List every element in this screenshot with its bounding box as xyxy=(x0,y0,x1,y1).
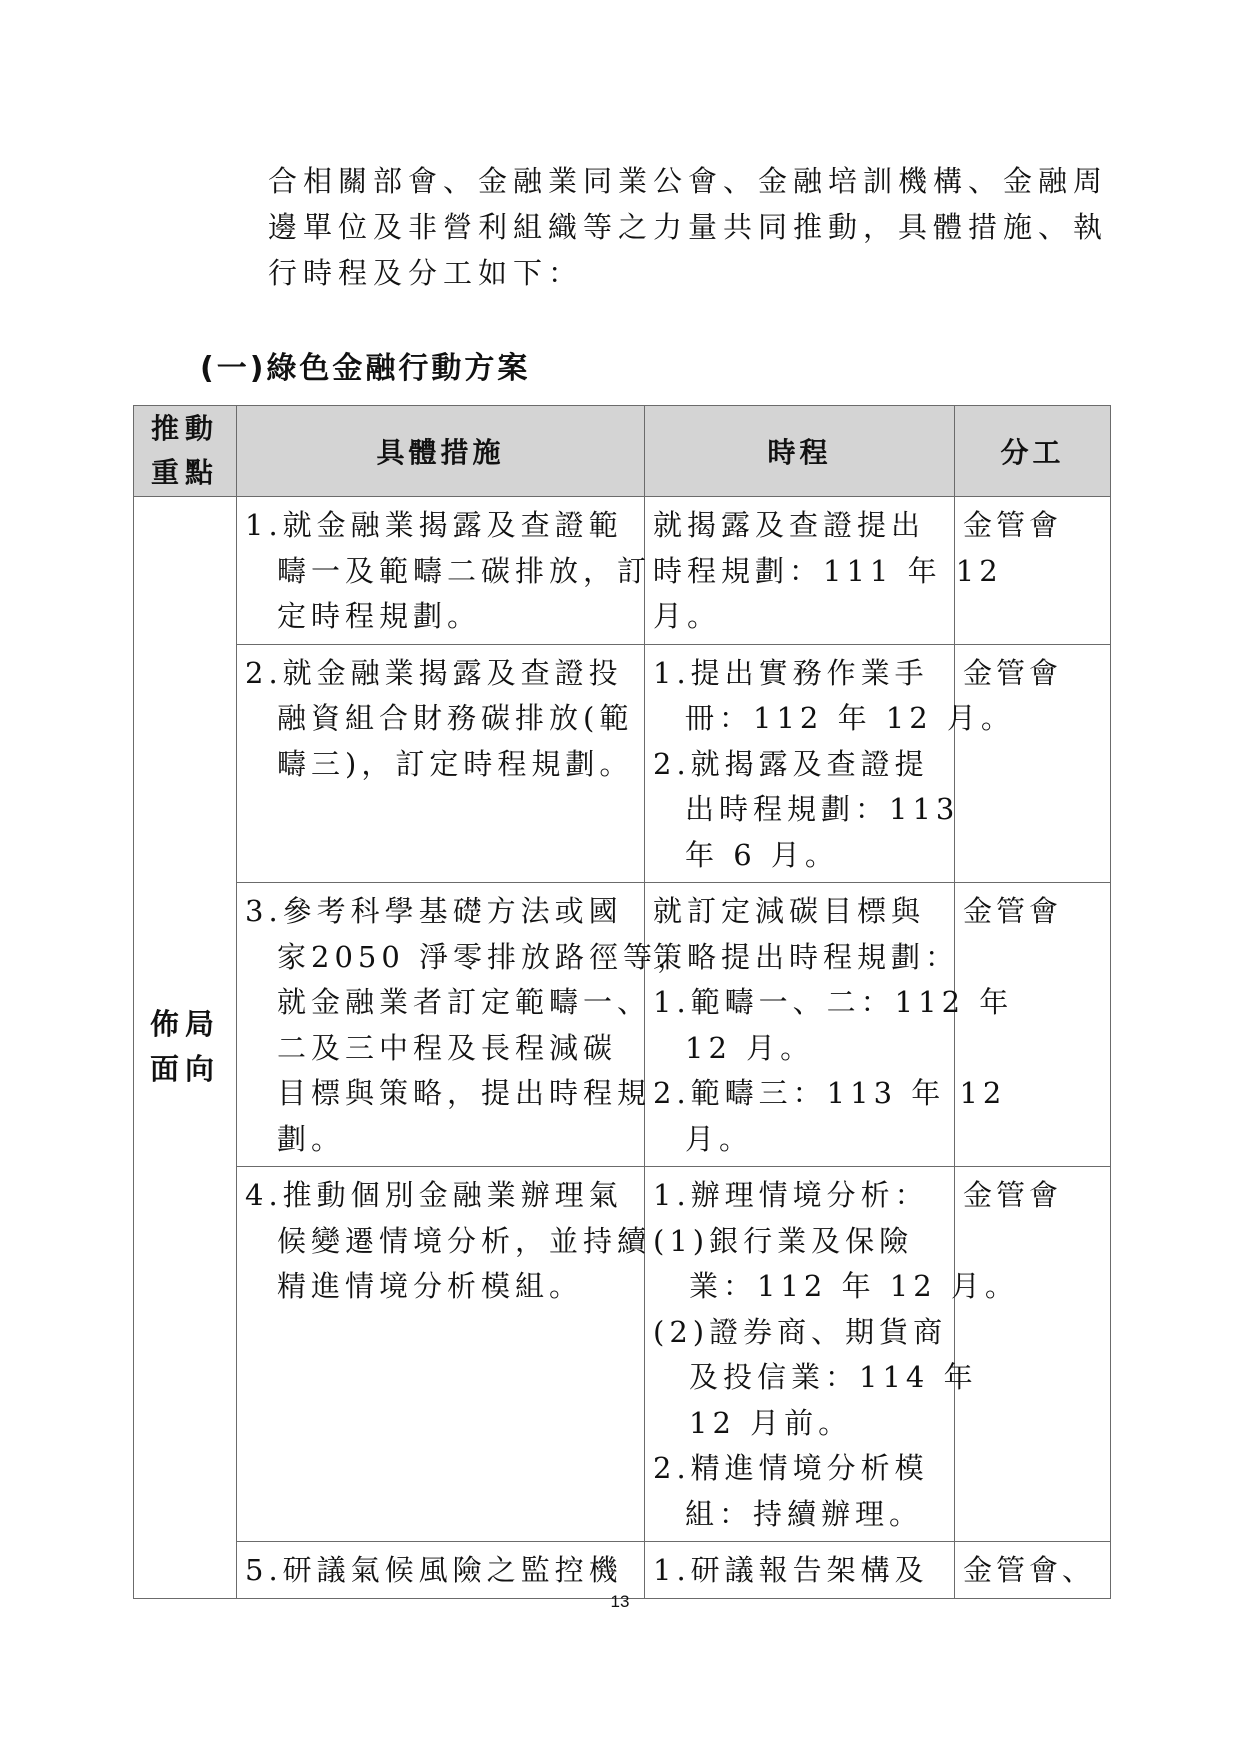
schedule-line: 12 月。 xyxy=(685,1030,815,1065)
schedule-line: 出時程規劃：113 xyxy=(685,792,960,826)
table-row xyxy=(134,644,1111,883)
division-text: 金管會、 xyxy=(963,1553,1096,1587)
schedule-line: (1)銀行業及保險 xyxy=(653,1223,914,1258)
header-focus-line: 重點 xyxy=(150,456,219,489)
schedule-line: 冊：112 年 12 月。 xyxy=(685,701,1015,735)
division-text: 金管會 xyxy=(963,655,1063,690)
measure-line: 精進情境分析模組。 xyxy=(277,1269,584,1303)
measure-line: 3.參考科學基礎方法或國 xyxy=(245,894,623,928)
intro-line: 合相關部會、金融業同業公會、金融培訓機構、金融周 xyxy=(268,164,1109,198)
division-cell xyxy=(955,1167,1111,1542)
intro-paragraph xyxy=(268,158,1109,296)
measure-line: 目標與策略，提出時程規 xyxy=(277,1076,652,1110)
schedule-cell xyxy=(645,497,1003,645)
action-plan-table xyxy=(133,405,1111,1599)
schedule-line: 2.就揭露及查證提 xyxy=(653,746,929,781)
schedule-cell xyxy=(645,1542,955,1599)
division-text: 金管會 xyxy=(963,894,1063,928)
schedule-line: 業：112 年 12 月。 xyxy=(689,1269,1019,1303)
measure-line: 疇三)，訂定時程規劃。 xyxy=(277,746,634,781)
table-row xyxy=(134,1167,1111,1542)
focus-line: 面向 xyxy=(149,1052,220,1087)
measure-line: 5.研議氣候風險之監控機 xyxy=(245,1553,623,1587)
section-title: (一)綠色金融行動方案 xyxy=(200,351,531,386)
schedule-line: (2)證券商、期貨商 xyxy=(653,1314,948,1349)
measure-line: 4.推動個別金融業辦理氣 xyxy=(245,1178,623,1212)
measure-cell xyxy=(237,644,645,883)
measure-cell xyxy=(237,1542,645,1599)
header-division: 分工 xyxy=(955,406,1111,497)
schedule-line: 12 月前。 xyxy=(689,1405,853,1440)
measure-cell xyxy=(237,497,652,645)
measure-line: 疇一及範疇二碳排放，訂 xyxy=(277,553,652,588)
measure-line: 候變遷情境分析，並持續 xyxy=(277,1223,652,1258)
measure-line: 就金融業者訂定範疇一、 xyxy=(277,985,652,1019)
measure-line: 二及三中程及長程減碳 xyxy=(277,1030,618,1065)
schedule-line: 1.辦理情境分析： xyxy=(653,1178,929,1212)
table-row xyxy=(134,1542,1111,1599)
page-number: 13 xyxy=(610,1592,630,1611)
measure-line: 融資組合財務碳排放(範 xyxy=(277,701,634,735)
schedule-line: 2.範疇三：113 年 12 xyxy=(653,1076,1007,1110)
schedule-line: 策略提出時程規劃： xyxy=(653,939,960,974)
schedule-line: 1.研議報告架構及 xyxy=(653,1553,929,1587)
measure-line: 家2050 淨零排放路徑等， xyxy=(277,939,692,974)
intro-line: 行時程及分工如下： xyxy=(268,256,584,290)
schedule-line: 就揭露及查證提出 xyxy=(653,508,926,542)
focus-cell xyxy=(134,497,237,1599)
table-row xyxy=(134,497,1111,645)
schedule-line: 1.提出實務作業手 xyxy=(653,655,929,690)
header-focus xyxy=(134,406,237,497)
schedule-line: 時程規劃：111 年 12 xyxy=(653,553,1003,588)
table-header-row xyxy=(134,406,1111,497)
schedule-line: 月。 xyxy=(653,599,722,633)
measure-cell xyxy=(237,1167,652,1542)
header-focus-line: 推動 xyxy=(150,412,219,445)
header-measures: 具體措施 xyxy=(237,406,645,497)
schedule-line: 2.精進情境分析模 xyxy=(653,1451,929,1485)
schedule-line: 及投信業：114 年 xyxy=(689,1360,978,1394)
schedule-line: 就訂定減碳目標與 xyxy=(653,894,926,928)
measure-cell xyxy=(237,883,692,1167)
division-text: 金管會 xyxy=(963,1178,1063,1212)
intro-line: 邊單位及非營利組織等之力量共同推動，具體措施、執 xyxy=(268,210,1109,244)
focus-line: 佈局 xyxy=(149,1006,220,1041)
division-text: 金管會 xyxy=(963,508,1063,542)
table-row xyxy=(134,883,1111,1167)
schedule-line: 年 6 月。 xyxy=(685,837,839,872)
measure-line: 2.就金融業揭露及查證投 xyxy=(245,655,623,690)
schedule-line: 1.範疇一、二：112 年 xyxy=(653,985,1014,1019)
measure-line: 1.就金融業揭露及查證範 xyxy=(245,508,623,542)
schedule-line: 組：持續辦理。 xyxy=(685,1496,924,1531)
header-schedule: 時程 xyxy=(645,406,955,497)
schedule-line: 月。 xyxy=(685,1121,754,1156)
division-cell xyxy=(955,883,1111,1167)
measure-line: 劃。 xyxy=(277,1121,346,1156)
division-cell xyxy=(955,644,1111,883)
measure-line: 定時程規劃。 xyxy=(277,599,482,633)
division-cell xyxy=(955,1542,1111,1599)
